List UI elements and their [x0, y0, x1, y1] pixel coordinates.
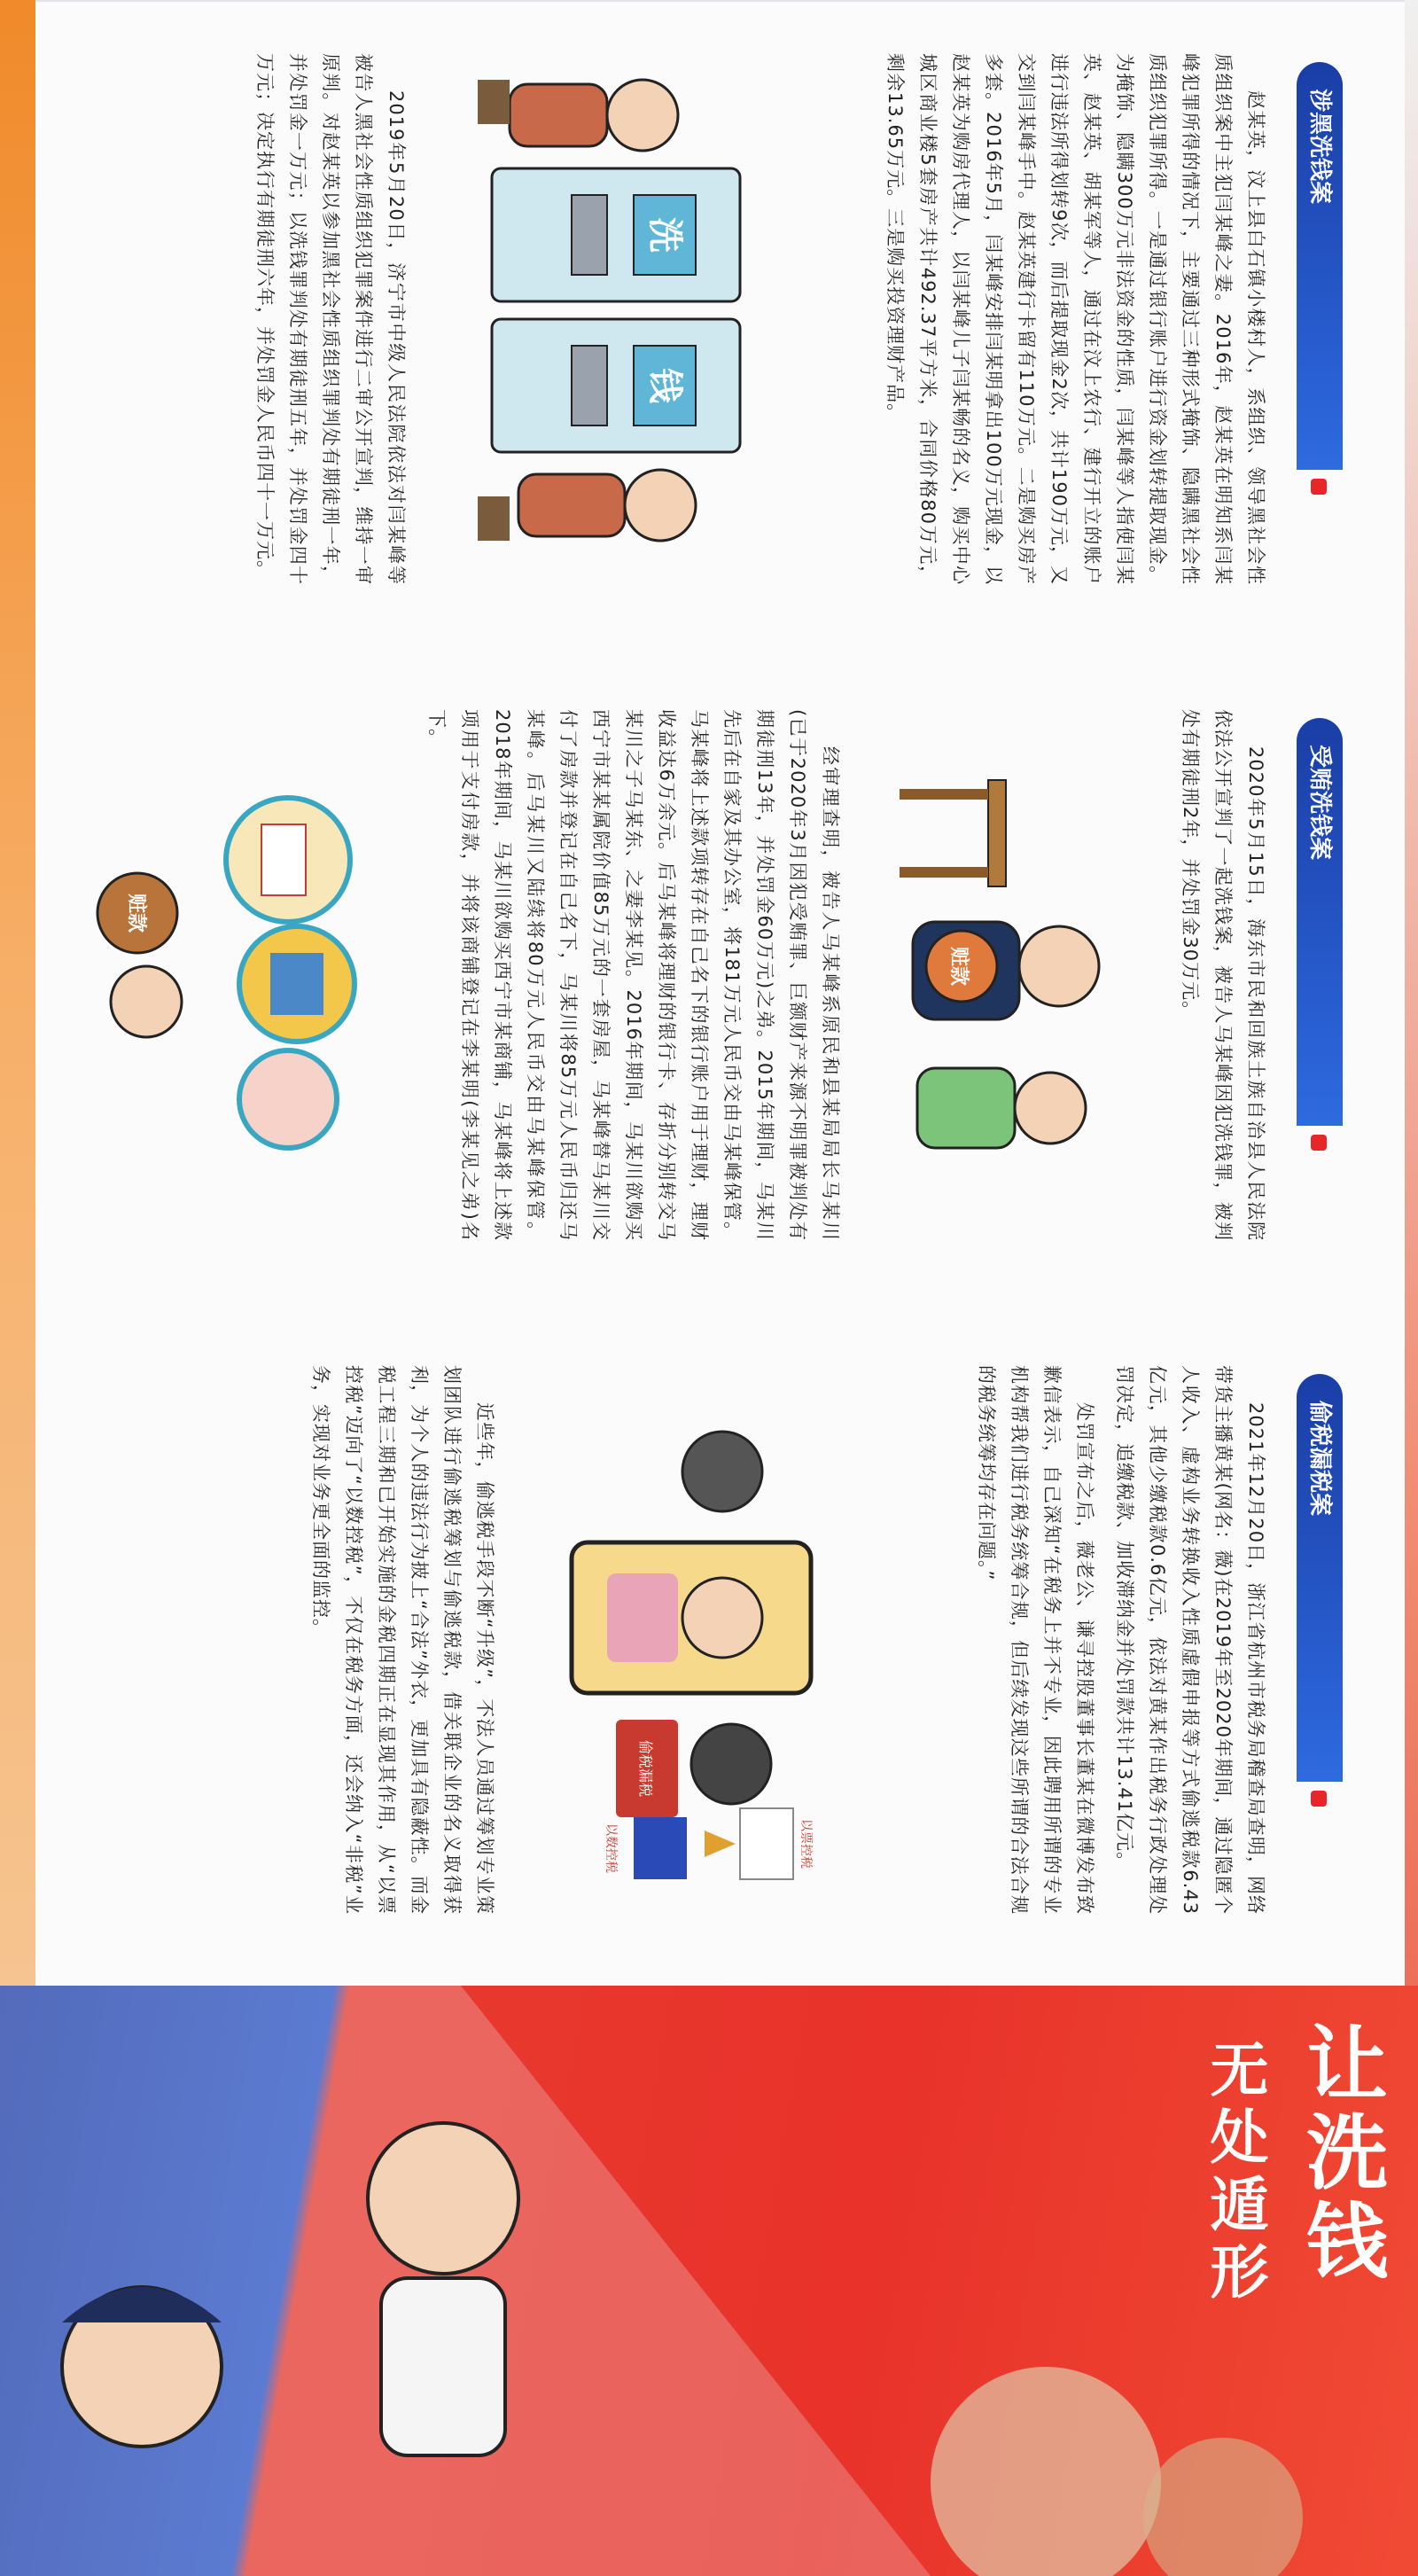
case-2-facts: [413, 709, 846, 1241]
case-2-intro: [1166, 709, 1272, 1241]
money-bag-label: 赃款: [125, 893, 147, 933]
case-1-body: [871, 53, 1272, 585]
officer-icon: [368, 2123, 518, 2274]
paragraph: 赵某英，汶上县白石镇小楼村人，系组织、领导黑社会性质组织案中主犯闫某峰之妻。2016年，赵某英在明知系闫某峰犯罪所得的情况下，主要通过三种形式掩饰、隐瞒黑社会性质组织犯罪所得。一是通过银行账户进行资金划转提取现金。为掩饰、隐瞒300万元非法资金的性质，闫某峰等人指使闫某英、赵某英、胡某军等人，通过在汶上农行、建行开立的账户进行违法所得划转9次，而后提取现金2次，共计190万元，又交到闫某峰手中。赵某英建行卡留有110万元。二是购买房产多套。2016年5月，闫某峰安排闫某明拿出100万元现金，以赵某英为购房代理人，以闫某峰儿子闫某畅的名义，购买中心城区商业楼5套房产共计492.37平方米，合同价格80万元，剩余13.65万元。三是购买投资理财产品。: [884, 53, 1266, 585]
data-control-label: 以数控税: [604, 1823, 618, 1873]
section-title: 偷税漏税案: [1297, 1374, 1343, 1782]
panel-case-1: [35, 0, 1405, 638]
tax-evasion-illustration: [545, 1401, 829, 1897]
asset-transfer-illustration: [75, 780, 359, 1170]
money-bag-label: 赃款: [947, 946, 970, 987]
machine-label: 洗: [644, 217, 685, 253]
money-laundering-machine-illustration: [456, 62, 793, 558]
case-3-body: [962, 1365, 1272, 1915]
tax-label: 偷税漏税: [637, 1739, 654, 1798]
panel-case-3: [35, 1312, 1405, 1968]
paragraph: 处罚宣布之后，薇老公、谦寻控股董事长董某在微博发布致歉信表示，自己深知“在税务上并不专业，因此聘用所谓的专业机构帮我们进行税务统筹合规，但后续发现这些所谓的合法合规的税务统筹均存在问题。”: [976, 1365, 1095, 1915]
brochure-content: [35, 0, 1405, 1986]
bribery-illustration: [873, 762, 1139, 1188]
paragraph: 2019年5月20日，济宁市中级人民法院依法对闫某峰等被告人黑社会性质组织犯罪案件进行二审公开宣判，维持一审原判。对赵某英以参加黑社会性质组织罪判处有期徒刑一年，并处罚金一万元；以洗钱罪判处有期徒刑五年，并处罚金四十万元；决定执行有期徒刑六年，并处罚金人民币四十一万元。: [254, 53, 407, 585]
cover-title: [1064, 2003, 1388, 2535]
paragraph: 经审理查明，被告人马某峰系原民和县某局局长马某川(已于2020年3月因犯受贿罪、巨额财产来源不明罪被判处有期徒刑13年，并处罚金60万元)之弟。2015年期间，马某川先后在自家及其办公室，将181万元人民币交由马某峰保管。马某峰将上述款项转存在自己名下的银行账户用于理财，理财收益达6万余元。后马某峰将理财的银行卡、存折分别转交马某川之子马某东、之妻李某见。2016年期间，马某川欲购买西宁市某某属院价值85万元的一套房屋，马某峰替马某川交付了房款并登记在自己名下，马某川将85万元人民币归还马某峰。后马某川又陆续将80万元人民币交由马某峰保管。2018年期间，马某川欲购买西宁市某商铺，马某峰将上述款项用于支付房款，并将该商铺登记在李某明(李某见之弟)名下。: [426, 709, 841, 1241]
paragraph: 2020年5月15日，海东市民和回族土族自治县人民法院依法公开宣判了一起洗钱案，被告人马某峰因犯洗钱罪，被判处有期徒刑2年，并处罚金30万元。: [1180, 709, 1266, 1241]
panel-case-2: [35, 656, 1405, 1294]
case-3-analysis: [297, 1365, 501, 1915]
paragraph: 近些年，偷逃税手段不断“升级”，不法人员通过筹划专业策划团队进行偷逃税筹划与偷逃税款，借关联企业的名义取得获利，为个人的违法行为披上“合法”外衣，更加具有隐蔽性。而金税工程三期和已开始实施的金税四期正在显现其作用，从“以票控税”迈向了“以数控税”，不仅在税务方面，还会纳入“非税”业务，实现对业务更全面的监控。: [310, 1365, 495, 1915]
machine-label: 钱: [644, 368, 685, 403]
ticket-control-label: 以票控税: [799, 1819, 813, 1869]
section-title: 受贿洗钱案: [1297, 718, 1343, 1126]
paragraph: 2021年12月20日，浙江省杭州市税务局稽查局查明，网络带货主播黄某(网名：薇)在2019年至2020年期间，通过隐匿个人收入、虚构业务转换收入性质虚假申报等方式偷逃税款6.43亿元，其他少缴税款0.6亿元，依法对黄某作出税务行政处理处罚决定，追缴税款、加收滞纳金并处罚款共计13.41亿元。: [1114, 1365, 1266, 1915]
case-1-verdict: [241, 53, 412, 585]
section-title: 涉黑洗钱案: [1297, 62, 1343, 470]
cover-title-line-1: 让洗钱: [1293, 2021, 1388, 2287]
cover-title-line-2: 无处遁形: [1200, 2039, 1268, 2308]
